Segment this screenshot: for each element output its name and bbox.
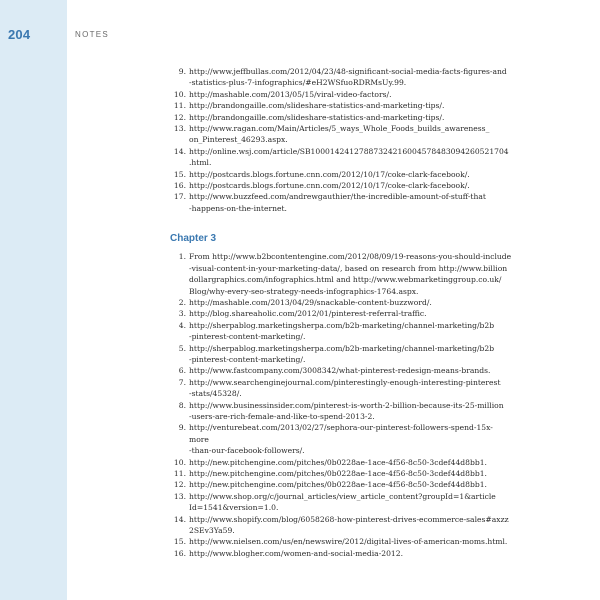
page-number: 204 <box>8 27 31 42</box>
note-item <box>172 251 512 297</box>
note-number: 14. <box>173 514 186 524</box>
note-text-line: -users-are-rich-female-and-like-to-spend-2013-2. <box>189 411 375 421</box>
note-text-line: http://www.blogher.com/women-and-social-media-2012. <box>189 548 403 558</box>
note-item <box>172 514 512 537</box>
note-text-line: -statistics-plus-7-infographics/#eH2WSfuoRDRMsUy.99. <box>189 78 407 88</box>
page-sidebar <box>0 0 67 600</box>
note-text-line: http://new.pitchengine.com/pitches/0b0228ae-1ace-4f56-8c50-3cdef44d8bb1. <box>189 469 487 478</box>
note-item <box>172 479 512 490</box>
note-number: 17. <box>173 192 186 202</box>
note-number: 10. <box>173 89 186 99</box>
note-text-line: -pinterest-content-marketing/. <box>189 354 306 364</box>
note-number: 13. <box>173 124 186 134</box>
running-head: NOTES <box>75 30 110 39</box>
note-item <box>172 400 512 423</box>
note-number: 8. <box>178 400 186 410</box>
note-number: 15. <box>173 537 186 547</box>
note-number: 9. <box>178 423 186 433</box>
note-number: 5. <box>178 343 186 353</box>
note-item <box>172 377 512 400</box>
note-number: 15. <box>173 169 186 179</box>
note-item <box>172 457 512 468</box>
note-item <box>172 548 512 559</box>
note-item <box>172 491 512 514</box>
note-text-line: http://online.wsj.com/article/SB10001424127887324216004578483094260521704 <box>189 146 509 156</box>
note-number: 12. <box>173 480 186 490</box>
note-item <box>172 112 512 123</box>
note-text-line: http://sherpablog.marketingsherpa.com/b2b-marketing/channel-marketing/b2b <box>189 320 495 330</box>
note-text-line: http://new.pitchengine.com/pitches/0b0228ae-1ace-4f56-8c50-3cdef44d8bb1. <box>189 480 487 490</box>
note-text-line: http://blog.shareaholic.com/2012/01/pinterest-referral-traffic. <box>189 309 427 319</box>
note-text-line: http://postcards.blogs.fortune.cnn.com/2012/10/17/coke-clark-facebook/. <box>189 169 470 179</box>
note-text-line: http://venturebeat.com/2013/02/27/sephora-our-pinterest-followers-spend-15x-more <box>189 423 493 444</box>
note-item <box>172 365 512 376</box>
note-number: 9. <box>178 67 186 76</box>
note-item <box>172 468 512 479</box>
note-text-line: -stats/45328/. <box>189 389 242 399</box>
note-text-line: http://www.ragan.com/Main/Articles/5_ways_Whole_Foods_builds_awareness_ <box>189 124 490 134</box>
note-text-line: http://www.searchenginejournal.com/pinterestingly-enough-interesting-pinterest <box>189 377 501 387</box>
note-item <box>172 191 512 214</box>
note-number: 14. <box>173 146 186 156</box>
note-text-line: dollargraphics.com/infographics.html and http://www.webmarketinggroup.co.uk/ <box>189 275 502 285</box>
note-text-line: -than-our-facebook-followers/. <box>189 446 305 456</box>
note-number: 12. <box>173 112 186 122</box>
note-number: 16. <box>173 181 186 191</box>
note-text-line: From http://www.b2bcontentengine.com/2012/08/09/19-reasons-you-should-include <box>189 252 512 262</box>
note-item <box>172 180 512 191</box>
note-number: 13. <box>173 491 186 501</box>
note-text-line: http://postcards.blogs.fortune.cnn.com/2012/10/17/coke-clark-facebook/. <box>189 181 470 191</box>
note-text-line: http://new.pitchengine.com/pitches/0b0228ae-1ace-4f56-8c50-3cdef44d8bb1. <box>189 457 487 467</box>
chapter-3-notes <box>172 251 512 559</box>
note-text-line: http://www.shop.org/c/journal_articles/view_article_content?groupId=1&article <box>189 491 496 501</box>
note-number: 1. <box>178 252 186 262</box>
note-text-line: -pinterest-content-marketing/. <box>189 332 306 342</box>
note-item <box>172 343 512 366</box>
note-text-line: http://www.nielsen.com/us/en/newswire/2012/digital-lives-of-american-moms.html. <box>189 537 508 547</box>
chapter-heading: Chapter 3 <box>170 233 217 245</box>
note-number: 2. <box>178 297 186 307</box>
note-number: 4. <box>178 320 186 330</box>
note-text-line: -happens-on-the-internet. <box>189 203 287 213</box>
note-item <box>172 536 512 547</box>
note-text-line: http://mashable.com/2013/04/29/snackable-content-buzzword/. <box>189 297 432 307</box>
note-text-line: .html. <box>189 158 212 168</box>
note-text-line: http://brandongaille.com/slideshare-statistics-and-marketing-tips/. <box>189 112 445 122</box>
note-text-line: http://www.shopify.com/blog/6058268-how-pinterest-drives-ecommerce-sales#axzz <box>189 514 509 524</box>
note-item <box>172 146 512 169</box>
note-number: 10. <box>173 457 186 467</box>
note-text-line: http://mashable.com/2013/05/15/viral-video-factors/. <box>189 89 392 99</box>
previous-chapter-notes <box>172 66 512 214</box>
note-number: 11. <box>173 469 186 478</box>
note-text-line: http://sherpablog.marketingsherpa.com/b2b-marketing/channel-marketing/b2b <box>189 343 495 353</box>
note-text-line: Id=1541&version=1.0. <box>189 503 279 513</box>
note-number: 6. <box>178 366 186 376</box>
note-text-line: on_Pinterest_46293.aspx. <box>189 135 288 145</box>
note-item <box>172 308 512 319</box>
note-number: 7. <box>178 377 186 387</box>
note-item <box>172 297 512 308</box>
note-item <box>172 89 512 100</box>
note-text-line: -visual-content-in-your-marketing-data/, based on research from http://www.billion <box>189 263 508 273</box>
note-number: 3. <box>178 309 186 319</box>
note-item <box>172 320 512 343</box>
note-text-line: http://www.jeffbullas.com/2012/04/23/48-significant-social-media-facts-figures-and <box>189 67 507 76</box>
notes-content <box>172 66 512 559</box>
note-text-line: http://www.fastcompany.com/3008342/what-pinterest-redesign-means-brands. <box>189 366 491 376</box>
note-item <box>172 422 512 456</box>
note-item <box>172 66 512 89</box>
note-item <box>172 169 512 180</box>
note-text-line: http://brandongaille.com/slideshare-statistics-and-marketing-tips/. <box>189 101 445 111</box>
note-text-line: 2SEv3Ya59. <box>189 526 235 536</box>
note-text-line: Blog/why-every-seo-strategy-needs-infographics-1764.aspx. <box>189 286 419 296</box>
note-item <box>172 100 512 111</box>
note-number: 16. <box>173 548 186 558</box>
note-item <box>172 123 512 146</box>
note-text-line: http://www.buzzfeed.com/andrewgauthier/the-incredible-amount-of-stuff-that <box>189 192 486 202</box>
note-number: 11. <box>173 101 186 111</box>
note-text-line: http://www.businessinsider.com/pinterest-is-worth-2-billion-because-its-25-million <box>189 400 504 410</box>
